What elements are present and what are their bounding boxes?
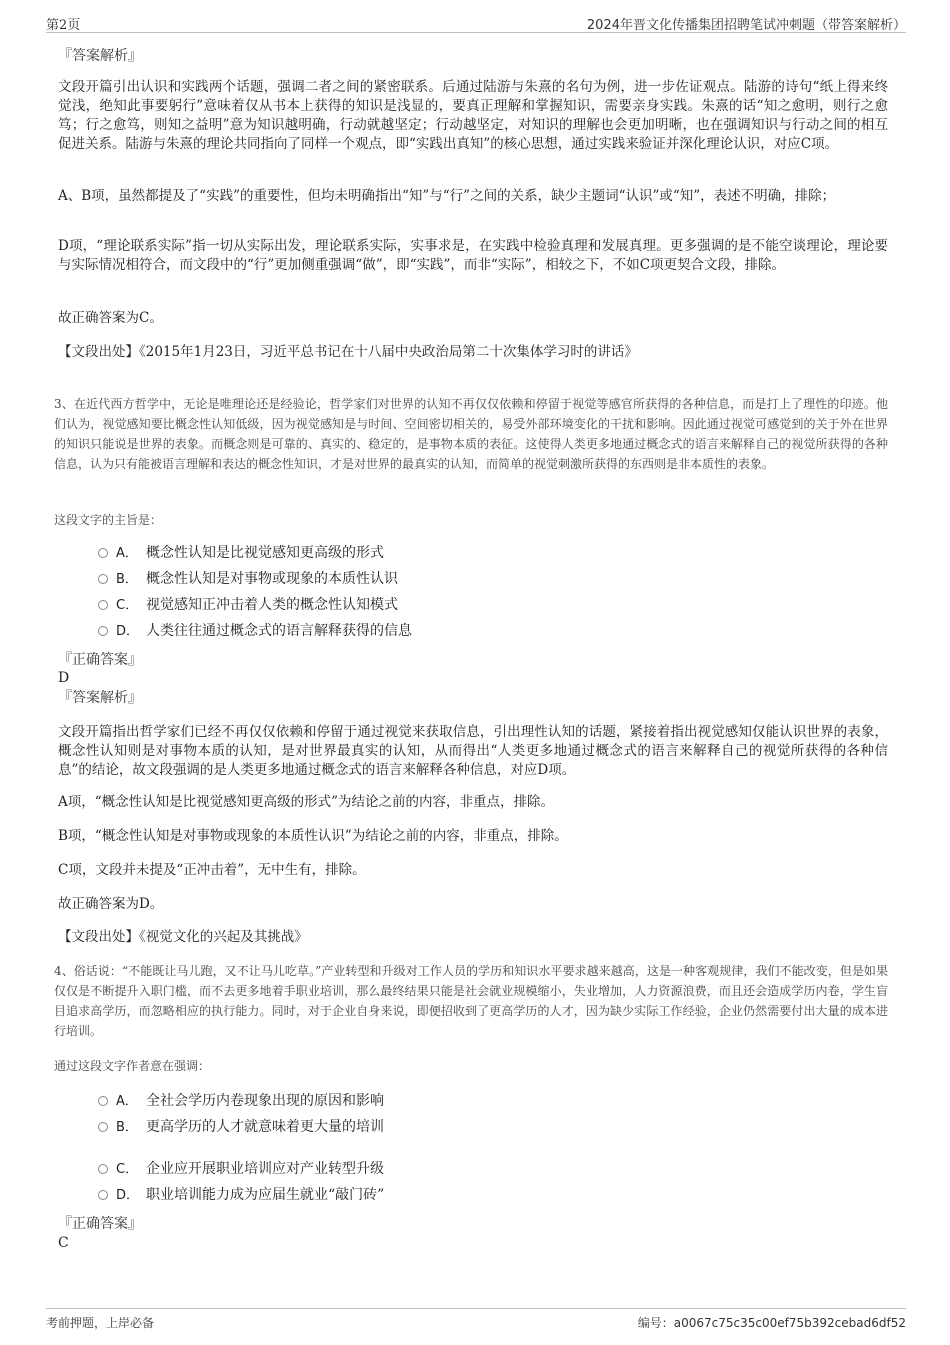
document-title: 2024年晋文化传播集团招聘笔试冲刺题（带答案解析） [586, 18, 906, 33]
code-value: a0067c75c35c00ef75b392cebad6df52 [673, 1316, 906, 1330]
q3-option-a[interactable]: A． 概念性认知是比视觉感知更高级的形式 [98, 543, 384, 564]
radio-icon[interactable] [98, 1122, 108, 1132]
q2-analysis-paragraph: A、B项，虽然都提及了“实践”的重要性，但均未明确指出“知”与“行”之间的关系，缺少主题词“认识”或“知”，表述不明确，排除； [58, 188, 836, 204]
q3-analysis-paragraph: A项，“概念性认知是比视觉感知更高级的形式”为结论之前的内容，非重点，排除。 [58, 794, 555, 810]
page-number: 第2页 [46, 18, 81, 33]
q2-analysis-paragraph: D项，“理论联系实际”指一切从实际出发，理论联系实际，实事求是，在实践中检验真理和发展真理。更多强调的是不能空谈理论，理论要与实际情况相符合，而文段中的“行”更加侧重强调“做”，即“实践”，而非“实际”，相较之下，不如C项更契合文段，排除。 [58, 238, 888, 273]
radio-icon[interactable] [98, 574, 108, 584]
q2-conclusion: 故正确答案为C。 [58, 310, 163, 326]
radio-icon[interactable] [98, 626, 108, 636]
page-header [46, 12, 906, 33]
q4-option-c[interactable]: C． 企业应开展职业培训应对产业转型升级 [98, 1159, 384, 1180]
q2-analysis-label: 『答案解析』 [58, 48, 142, 64]
q3-analysis-paragraph: 文段开篇指出哲学家们已经不再仅仅依赖和停留于通过视觉来获取信息，引出理性认知的话题，紧接着指出视觉感知仅能认识世界的表象，概念性认知则是对事物本质的认知，是对世界最真实的认知，从而得出“人类更多地通过概念式的语言来解释自己的视觉所获得的各种信息”的结论，故文段强调的是人类更多地通过概念式的语言来解释各种信息，对应D项。 [58, 724, 888, 778]
q3-option-d[interactable]: D． 人类往往通过概念式的语言解释获得的信息 [98, 621, 412, 642]
q3-analysis-paragraph: C项，文段并未提及“正冲击着”，无中生有，排除。 [58, 862, 366, 878]
radio-icon[interactable] [98, 1164, 108, 1174]
q3-conclusion: 故正确答案为D。 [58, 896, 164, 912]
q2-source: 【文段出处】《2015年1月23日，习近平总书记在十八届中央政治局第二十次集体学习时的讲话》 [58, 344, 638, 360]
q3-option-b[interactable]: B． 概念性认知是对事物或现象的本质性认识 [98, 569, 398, 590]
document-code [638, 1314, 906, 1331]
q3-analysis-label: 『答案解析』 [58, 690, 142, 706]
q2-analysis-paragraph: 文段开篇引出认识和实践两个话题，强调二者之间的紧密联系。后通过陆游与朱熹的名句为例，进一步佐证观点。陆游的诗句“纸上得来终觉浅，绝知此事要躬行”意味着仅从书本上获得的知识是浅显的，要真正理解和掌握知识，需要亲身实践。朱熹的话“知之愈明，则行之愈笃；行之愈笃，则知之益明”意为知识越明确，行动就越坚定；行动越坚定，对知识的理解也会更加明晰，也在强调知识与行动之间的相互促进关系。陆游与朱熹的理论共同指向了同样一个观点，即“实践出真知”的核心思想，通过实践来验证并深化理论认识，对应C项。 [58, 79, 888, 152]
q4-correct-answer: C [58, 1235, 69, 1251]
radio-icon[interactable] [98, 1190, 108, 1200]
q4-option-a[interactable]: A． 全社会学历内卷现象出现的原因和影响 [98, 1091, 384, 1112]
page-footer [46, 1308, 906, 1333]
q3-correct-answer: D [58, 670, 70, 686]
q3-correct-label: 『正确答案』 [58, 652, 142, 668]
footer-slogan: 考前押题，上岸必备 [46, 1316, 155, 1330]
q4-correct-label: 『正确答案』 [58, 1216, 142, 1232]
q4-question-text: 4、俗话说：“不能既让马儿跑，又不让马儿吃草。”产业转型和升级对工作人员的学历和知识水平要求越来越高，这是一种客观规律，我们不能改变，但是如果仅仅是不断提升入职门槛，而不去更多地着手职业培训，那么最终结果只能是社会就业规模缩小，失业增加，人力资源浪费，而且还会造成学历内卷，学生盲目追求高学历，而忽略相应的执行能力。同时，对于企业自身来说，即便招收到了更高学历的人才，因为缺少实际工作经验，企业仍然需要付出大量的成本进行培训。 [54, 964, 888, 1038]
radio-icon[interactable] [98, 1096, 108, 1106]
code-label: 编号： [637, 1316, 674, 1330]
radio-icon[interactable] [98, 548, 108, 558]
q3-question-text: 3、在近代西方哲学中，无论是唯理论还是经验论，哲学家们对世界的认知不再仅仅依赖和停留于视觉等感官所获得的各种信息，而是打上了理性的印迹。他们认为，视觉感知要比概念性认知低级，因为视觉感知是与时间、空间密切相关的，易受外部环境变化的干扰和影响。因此通过视觉可感觉到的关于外在世界的知识只能说是世界的表象。而概念则是可靠的、真实的、稳定的，是事物本质的表征。这使得人类更多地通过概念式的语言来解释自己的视觉所获得的各种信息，认为只有能被语言理解和表达的概念性知识，才是对世界的最真实的认知，而简单的视觉刺激所获得的东西则是非本质性的表象。 [54, 397, 888, 471]
radio-icon[interactable] [98, 600, 108, 610]
q4-prompt: 通过这段文字作者意在强调： [54, 1059, 211, 1073]
q3-analysis-paragraph: B项，“概念性认知是对事物或现象的本质性认识”为结论之前的内容，非重点，排除。 [58, 828, 568, 844]
q4-option-b[interactable]: B． 更高学历的人才就意味着更大量的培训 [98, 1117, 384, 1138]
q3-source: 【文段出处】《视觉文化的兴起及其挑战》 [58, 929, 308, 945]
q3-prompt: 这段文字的主旨是： [54, 513, 163, 527]
q3-option-c[interactable]: C． 视觉感知正冲击着人类的概念性认知模式 [98, 595, 398, 616]
q4-option-d[interactable]: D． 职业培训能力成为应届生就业“敲门砖” [98, 1185, 384, 1206]
